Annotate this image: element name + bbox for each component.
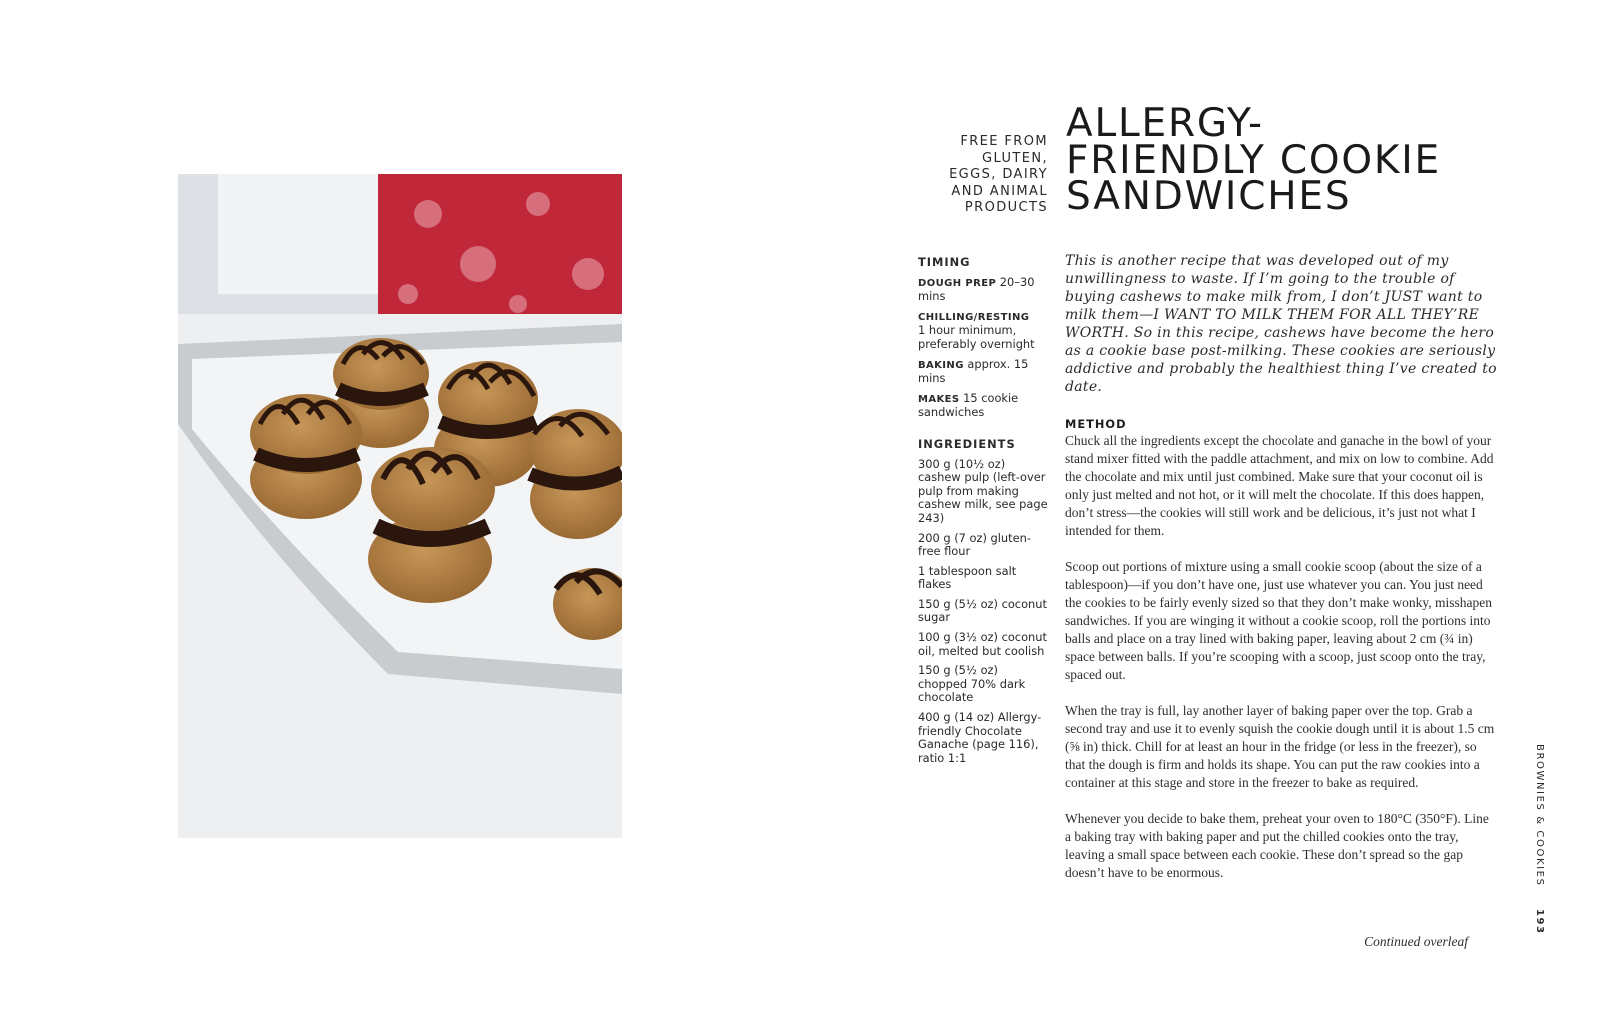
ingredient-item: 200 g (7 oz) gluten-free flour: [918, 530, 1031, 559]
method-paragraph: Scoop out portions of mixture using a small cookie scoop (about the size of a tablespoon)—if you don’t have one, just use whatever you can. You just need the cookies to be fairly evenly sized so that they don’t make wonky, misshapen sandwiches. If you are winging it without a cookie scoop, roll the portions into balls and place on a tray lined with baking paper, leaving about 2 cm (¾ in) space between balls. If you’re scooping with a scoop, just scoop onto the tray, spaced out.: [1065, 559, 1493, 682]
timing-value: approx. 15 mins: [918, 356, 1029, 386]
timing-label: MAKES: [918, 393, 960, 405]
timing-value: 15 cookie sandwiches: [918, 390, 1019, 420]
ingredients-heading: INGREDIENTS: [918, 436, 1016, 451]
title-line: FRIENDLY COOKIE: [1066, 137, 1441, 183]
ingredient-item: 150 g (5½ oz) coconut sugar: [918, 596, 1047, 625]
ingredient-item: 100 g (3½ oz) coconut oil, melted but coolish: [918, 630, 1047, 658]
timing-item: [918, 358, 1048, 386]
timing-value: 20–30 mins: [918, 274, 1035, 304]
free-from-note: [900, 134, 1048, 217]
recipe-photo: [178, 174, 622, 838]
running-head: [1534, 744, 1545, 935]
method-body: [1065, 432, 1497, 900]
free-from-line: PRODUCTS: [964, 200, 1048, 216]
free-from-line: AND ANIMAL: [951, 183, 1048, 199]
continued-overleaf: Continued overleaf: [1364, 934, 1468, 949]
timing-label: CHILLING/RESTING: [918, 311, 1030, 323]
timing-item: [918, 276, 1048, 304]
ingredient-item: 400 g (14 oz) Allergy-friendly Chocolate Ganache (page 116), ratio 1:1: [918, 710, 1042, 765]
free-from-line: GLUTEN,: [982, 150, 1048, 166]
ingredient-item: 1 tablespoon salt flakes: [918, 563, 1017, 592]
free-from-line: EGGS, DAIRY: [949, 167, 1048, 183]
section-name: BROWNIES & COOKIES: [1534, 744, 1545, 887]
timing-label: DOUGH PREP: [918, 277, 997, 289]
cookie-sandwich-photo: [178, 174, 622, 838]
recipe-title: [1066, 101, 1506, 219]
ingredient-item: 300 g (10½ oz) cashew pulp (left-over pulp from making cashew milk, see page 243): [918, 456, 1048, 525]
method-paragraph: When the tray is full, lay another layer of baking paper over the top. Grab a second tray and use it to evenly squish the cookie dough until it is about 1.5 cm (⅝ in) thick. Chill for at least an hour in the fridge (or less in the freezer), so that the dough is firm and holds its shape. You can put the raw cookies into a container at this stage and store in the freezer to bake as required.: [1065, 703, 1495, 790]
timing-label: BAKING: [918, 359, 964, 371]
recipe-sidebar: [918, 256, 1048, 771]
ingredient-item: 150 g (5½ oz) chopped 70% dark chocolate: [918, 663, 1026, 705]
method-paragraph: Chuck all the ingredients except the chocolate and ganache in the bowl of your stand mixer fitted with the paddle attachment, and mix on low to combine. Add the chocolate and mix until just combined. Make sure that your coconut oil is only just melted and not hot, or it will melt the chocolate. If this does happen, don’t stress—the cookies will still work and be delicious, it’s just not what I intended for them.: [1065, 433, 1494, 538]
free-from-line: FREE FROM: [960, 134, 1048, 149]
recipe-intro: This is another recipe that was developed out of my unwillingness to waste. If I’m going to the trouble of buying cashews to make milk from, I don’t JUST want to milk them—I WANT TO MILK THEM FOR ALL THEY’RE WORTH. So in this recipe, cashews have become the hero as a cookie base post-milking. These cookies are seriously addictive and probably the healthiest thing I’ve created to date.: [1065, 253, 1497, 395]
title-line: ALLERGY-: [1066, 101, 1264, 146]
page-number: 193: [1534, 909, 1545, 935]
timing-item: [918, 310, 1048, 352]
timing-heading: TIMING: [918, 255, 971, 269]
timing-item: [918, 392, 1048, 420]
timing-value: 1 hour minimum, preferably overnight: [918, 323, 1035, 351]
method-heading: METHOD: [1065, 417, 1127, 431]
title-line: SANDWICHES: [1066, 174, 1352, 219]
method-paragraph: Whenever you decide to bake them, preheat your oven to 180°C (350°F). Line a baking tray with baking paper and put the chilled cookies onto the tray, leaving a small space between each cookie. These don’t spread so the gap doesn’t have to be enormous.: [1065, 811, 1489, 880]
